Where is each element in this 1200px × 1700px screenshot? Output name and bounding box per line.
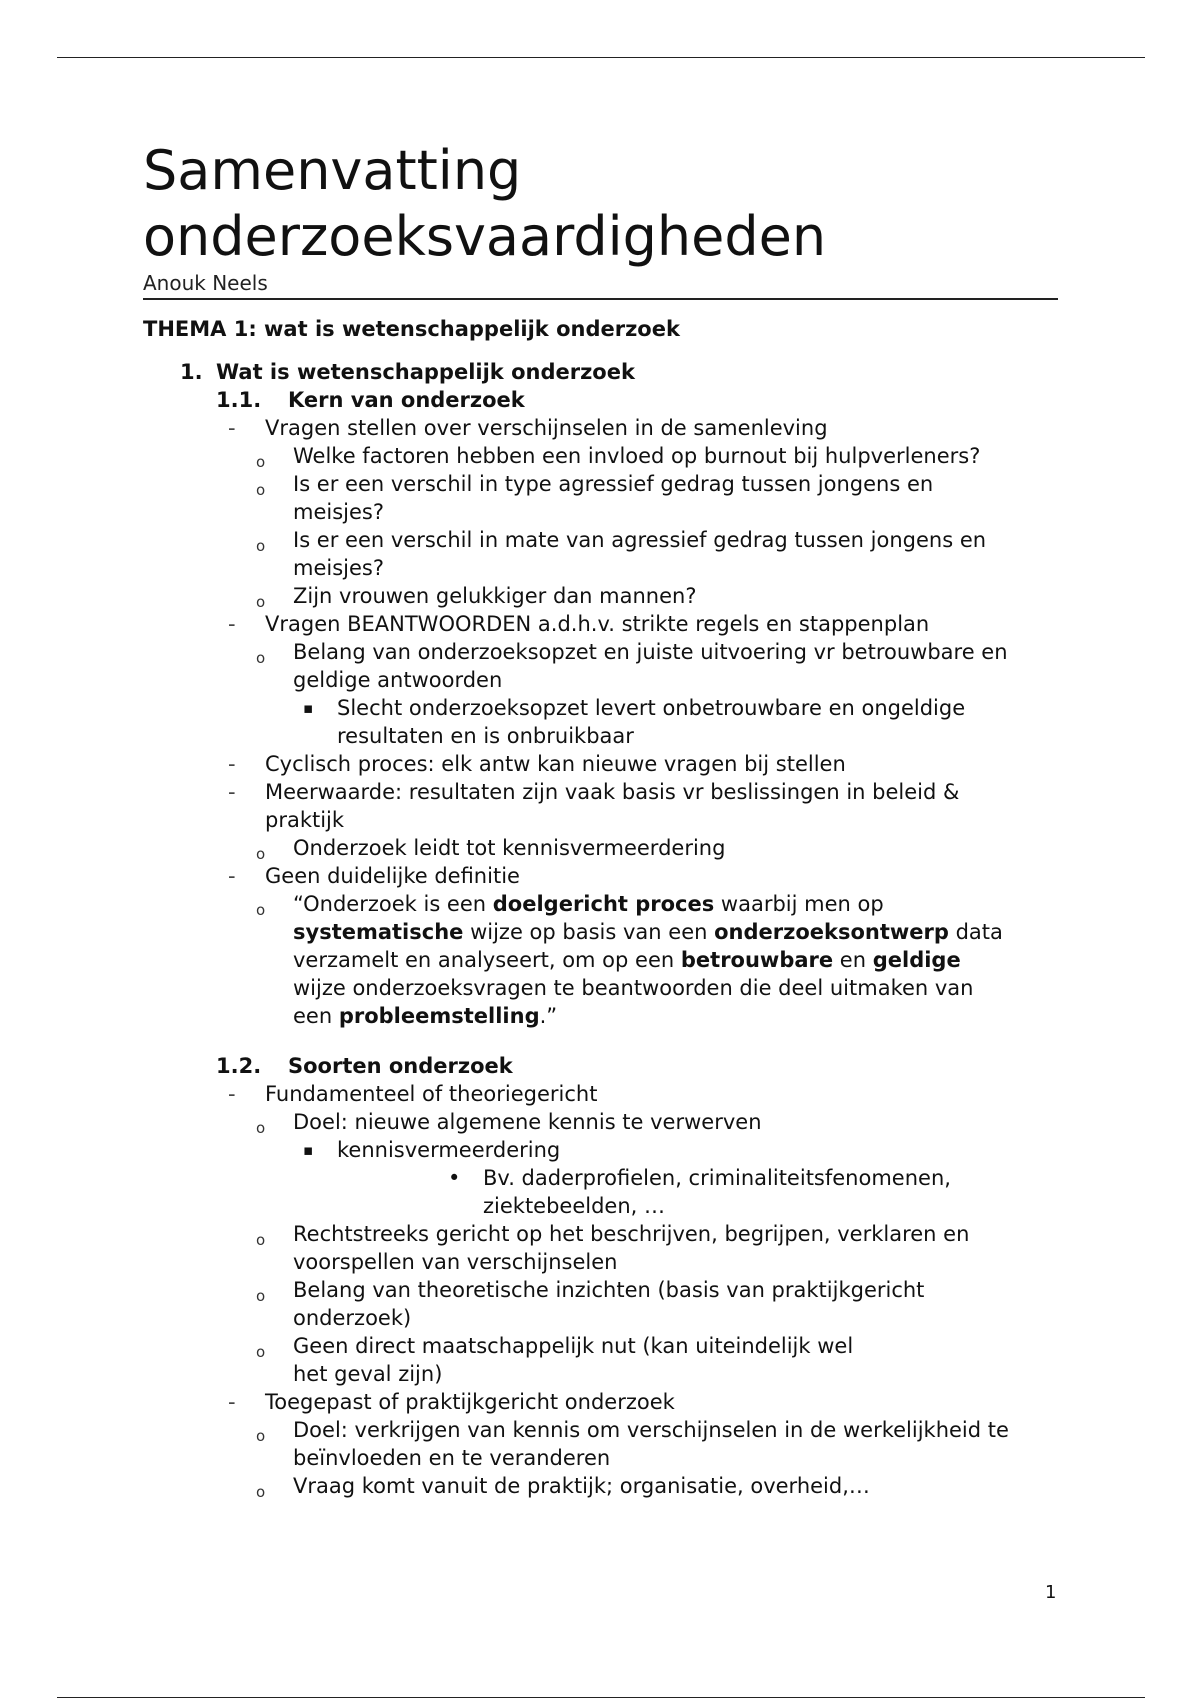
list-item: o Welke factoren hebben een invloed op burnout bij hulpverleners? bbox=[256, 444, 981, 471]
section-number: 1.2. bbox=[216, 1054, 262, 1078]
section-number: 1.1. bbox=[216, 388, 262, 412]
header-rule bbox=[57, 57, 1145, 58]
list-item: o Rechtstreeks gericht op het beschrijven, begrijpen, verklaren en voorspellen van verschijnselen bbox=[256, 1222, 970, 1274]
section-number: 1. bbox=[180, 360, 203, 384]
section-1-heading: 1. Wat is wetenschappelijk onderzoek bbox=[180, 360, 635, 384]
list-item: - Cyclisch proces: elk antw kan nieuwe vragen bij stellen bbox=[228, 752, 846, 776]
list-item: - Vragen stellen over verschijnselen in de samenleving bbox=[228, 416, 828, 440]
list-item: - Vragen BEANTWOORDEN a.d.h.v. strikte regels en stappenplan bbox=[228, 612, 930, 636]
list-item: ▪ kennisvermeerdering bbox=[303, 1138, 561, 1162]
list-item: o Zijn vrouwen gelukkiger dan mannen? bbox=[256, 584, 697, 611]
list-item: o Is er een verschil in type agressief gedrag tussen jongens en meisjes? bbox=[256, 472, 934, 524]
list-item: o Doel: nieuwe algemene kennis te verwerven bbox=[256, 1110, 762, 1137]
title-line-2: onderzoeksvaardigheden bbox=[143, 205, 827, 268]
thema-heading: THEMA 1: wat is wetenschappelijk onderzoek bbox=[143, 317, 680, 341]
list-item: - Fundamenteel of theoriegericht bbox=[228, 1082, 598, 1106]
section-1-2-heading: 1.2. Soorten onderzoek bbox=[216, 1054, 513, 1078]
document-page bbox=[143, 138, 1058, 1500]
list-item: o Geen direct maatschappelijk nut (kan uiteindelijk wel het geval zijn) bbox=[256, 1334, 854, 1386]
list-item: - Meerwaarde: resultaten zijn vaak basis vr beslissingen in beleid & praktijk bbox=[228, 780, 960, 832]
document-title bbox=[143, 138, 1058, 270]
spacer bbox=[143, 1030, 1058, 1052]
list-item: o Is er een verschil in mate van agressief gedrag tussen jongens en meisjes? bbox=[256, 528, 987, 580]
page-number: 1 bbox=[1045, 1582, 1057, 1603]
list-item: - Toegepast of praktijkgericht onderzoek bbox=[228, 1390, 675, 1414]
definition-quote: o “Onderzoek is een doelgericht proces waarbij men op systematische wijze op basis van een onderzoeksontwerp data verzamelt en analyseert, om op een betrouwbare en geldige wijze onderzoeksvragen te beantwoorden die deel uitmaken van een probleemstelling.” bbox=[256, 892, 1003, 1028]
list-item: o Belang van theoretische inzichten (basis van praktijkgericht onderzoek) bbox=[256, 1278, 925, 1330]
list-item: - Geen duidelijke definitie bbox=[228, 864, 520, 888]
list-item: o Doel: verkrijgen van kennis om verschijnselen in de werkelijkheid te beïnvloeden en te veranderen bbox=[256, 1418, 1009, 1470]
list-item: o Onderzoek leidt tot kennisvermeerdering bbox=[256, 836, 726, 863]
list-item: o Belang van onderzoeksopzet en juiste uitvoering vr betrouwbare en geldige antwoorden bbox=[256, 640, 1008, 692]
author: Anouk Neels bbox=[143, 271, 268, 295]
footer-rule bbox=[57, 1697, 1145, 1698]
list-item: • Bv. daderprofielen, criminaliteitsfenomenen, ziektebeelden, … bbox=[448, 1166, 951, 1218]
list-item: ▪ Slecht onderzoeksopzet levert onbetrouwbare en ongeldige resultaten en is onbruikbaar bbox=[303, 696, 966, 748]
title-underline bbox=[143, 298, 1058, 300]
list-item: o Vraag komt vanuit de praktijk; organisatie, overheid,… bbox=[256, 1474, 870, 1501]
title-line-1: Samenvatting bbox=[143, 139, 522, 202]
section-1-1-heading: 1.1. Kern van onderzoek bbox=[216, 388, 525, 412]
